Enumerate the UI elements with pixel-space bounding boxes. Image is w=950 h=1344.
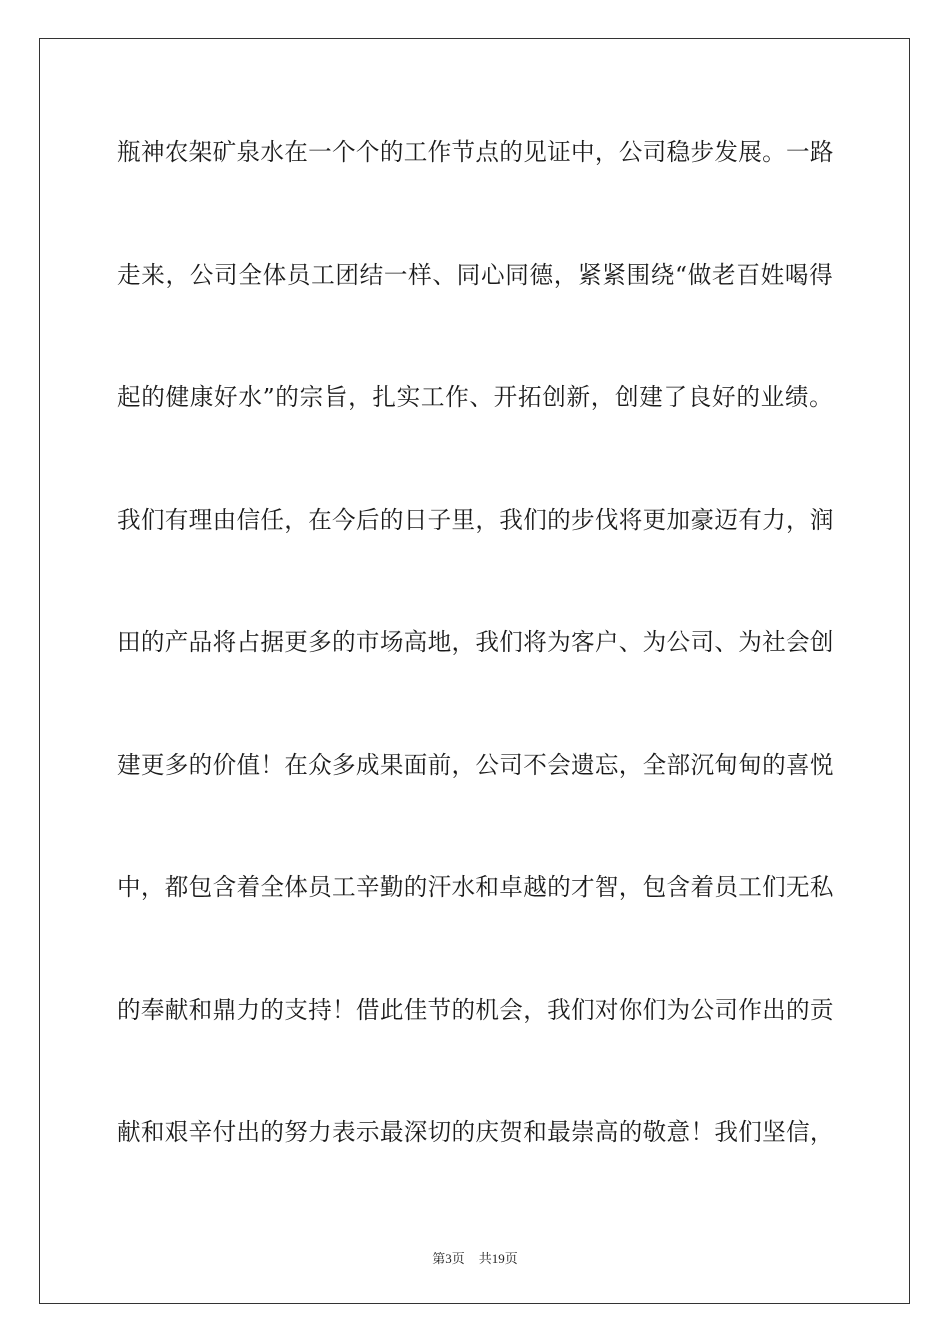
total-suffix: 页	[504, 1252, 518, 1267]
text-line: 的奉献和鼎力的支持！借此佳节的机会，我们对你们为公司作出的贡	[117, 995, 834, 1024]
text-line: 献和艰辛付出的努力表示最深切的庆贺和最崇高的敬意！我们坚信，	[117, 1118, 834, 1146]
page-prefix: 第	[432, 1252, 446, 1267]
text-line: 田的产品将占据更多的市场高地，我们将为客户、为公司、为社会创	[117, 628, 834, 656]
total-pages-label	[479, 1252, 518, 1267]
text-line: 瓶神农架矿泉水在一个个的工作节点的见证中，公司稳步发展。一路	[117, 138, 834, 166]
text-line: 起的健康好水”的宗旨，扎实工作、开拓创新，创建了良好的业绩。	[117, 383, 833, 411]
page-suffix: 页	[451, 1252, 465, 1267]
page-footer	[0, 1248, 950, 1267]
text-line: 我们有理由信任，在今后的日子里，我们的步伐将更加豪迈有力，润	[117, 505, 834, 534]
total-prefix: 共	[478, 1252, 492, 1267]
text-line: 中，都包含着全体员工辛勤的汗水和卓越的才智，包含着员工们无私	[117, 873, 834, 901]
text-line: 走来，公司全体员工团结一样、同心同德，紧紧围绕“做老百姓喝得	[117, 260, 833, 289]
total-pages: 19	[491, 1251, 505, 1266]
document-body	[117, 130, 833, 1233]
page-number: 3	[445, 1251, 452, 1266]
text-line: 建更多的价值！在众多成果面前，公司不会遗忘，全部沉甸甸的喜悦	[117, 750, 834, 779]
page-number-label	[432, 1252, 465, 1267]
